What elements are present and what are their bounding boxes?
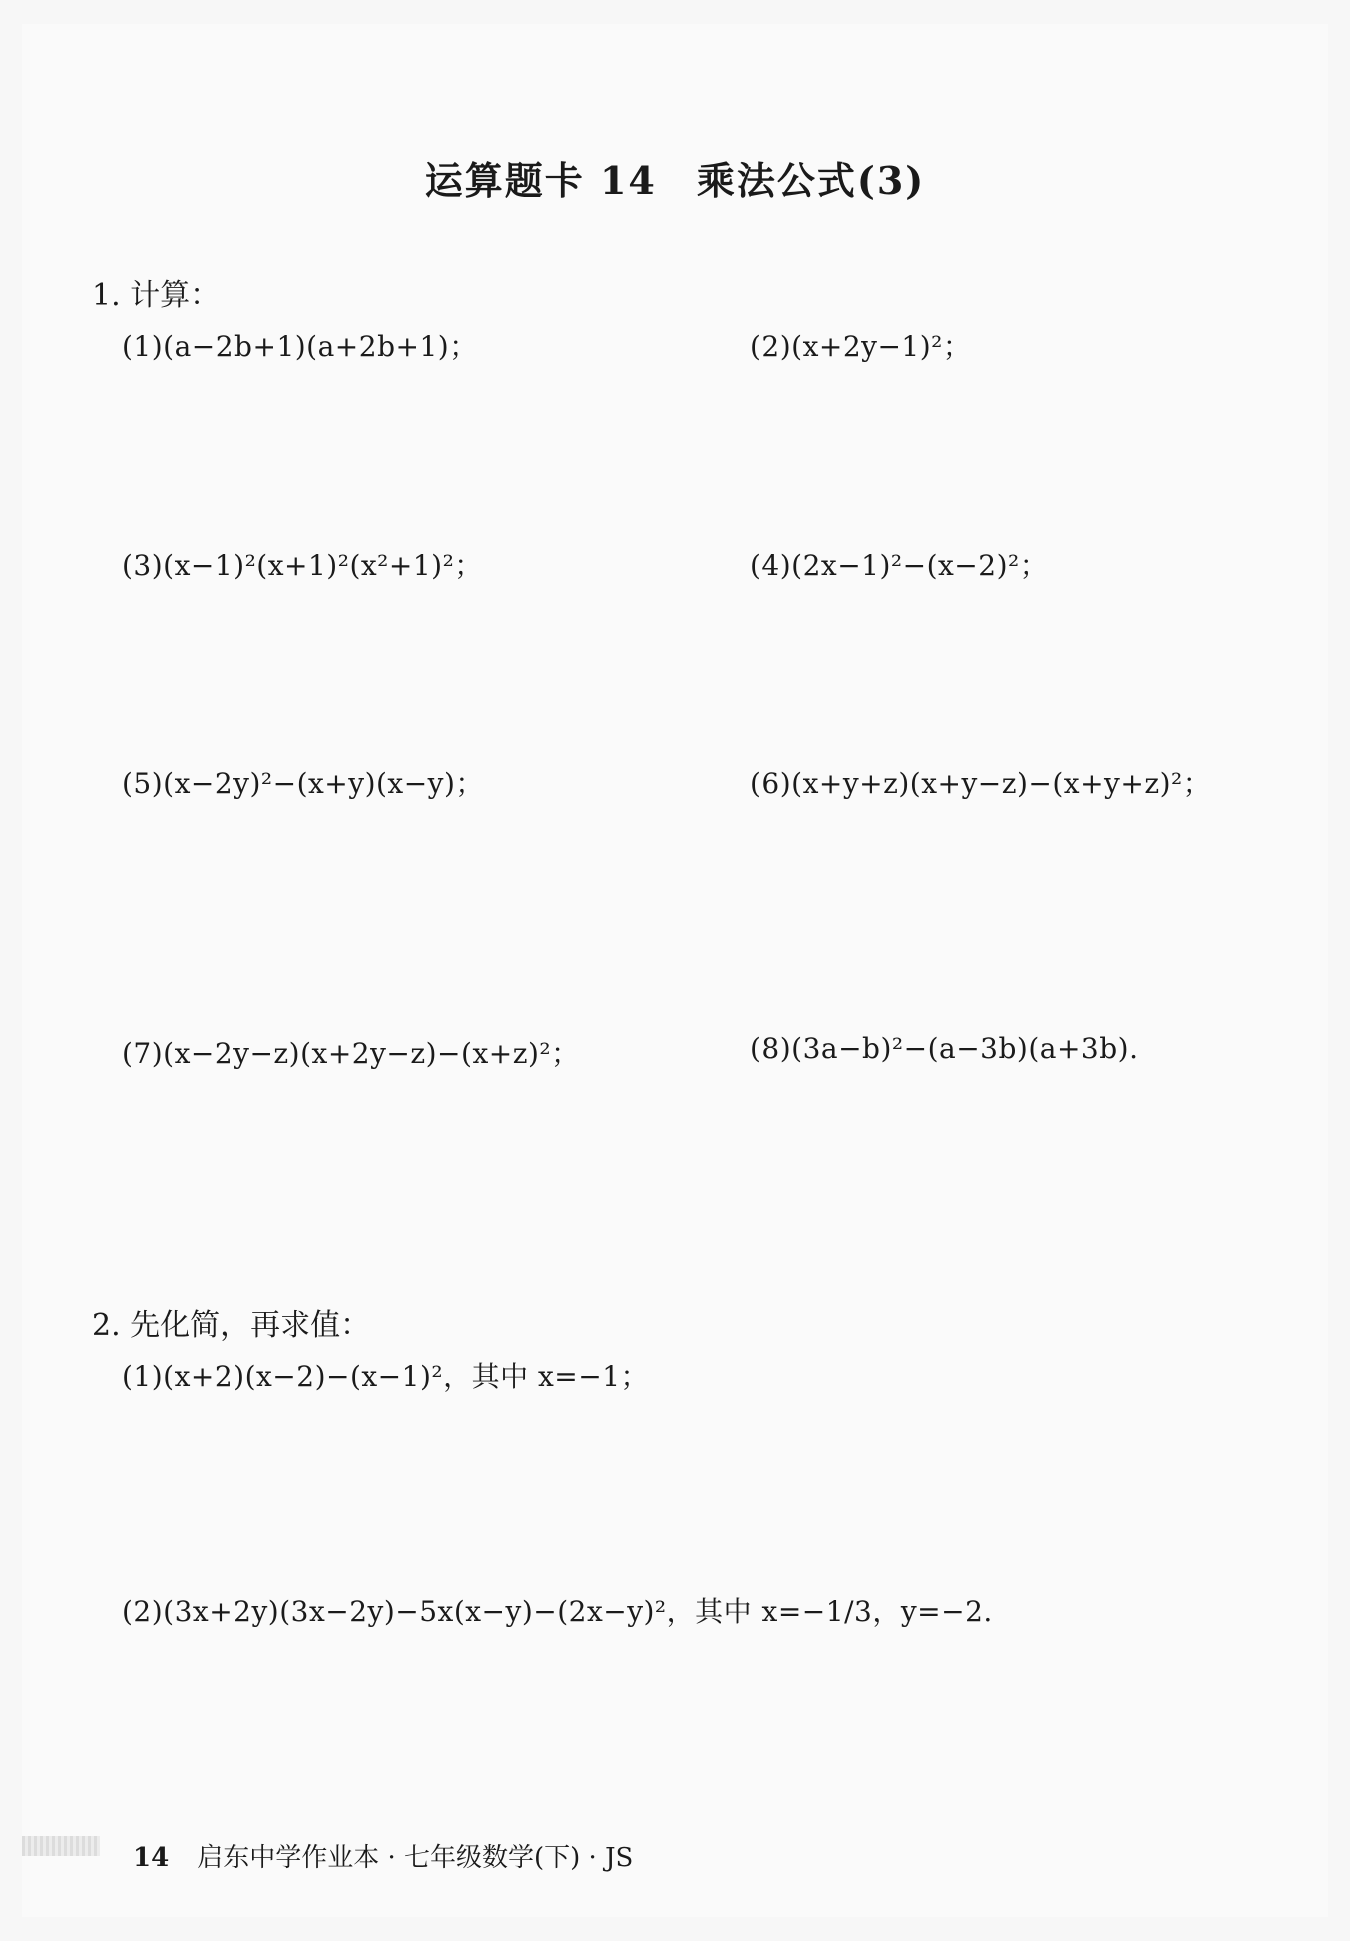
problem-1-1-text: (1)(a−2b+1)(a+2b+1)； bbox=[122, 330, 478, 363]
problem-1-4-text: (4)(2x−1)²−(x−2)²； bbox=[750, 549, 1049, 582]
problem-1-5 bbox=[122, 762, 484, 802]
problem-1-2-text: (2)(x+2y−1)²； bbox=[750, 330, 972, 363]
problem-1-8 bbox=[750, 1032, 1138, 1065]
book-title: 启东中学作业本 · 七年级数学(下) · JS bbox=[197, 1843, 634, 1873]
problem-2-2-text: (2)(3x+2y)(3x−2y)−5x(x−y)−(2x−y)²，其中 x=−1/3，y=−2. bbox=[122, 1595, 993, 1628]
problem-1-7-text: (7)(x−2y−z)(x+2y−z)−(x+z)²； bbox=[122, 1037, 580, 1070]
problem-1-7 bbox=[122, 1032, 580, 1072]
problem-2-2 bbox=[122, 1590, 993, 1630]
problem-1-5-text: (5)(x−2y)²−(x+y)(x−y)； bbox=[122, 767, 484, 800]
problem-1-8-text: (8)(3a−b)²−(a−3b)(a+3b). bbox=[750, 1032, 1139, 1065]
page-title: 运算题卡 14 乘法公式(3) bbox=[424, 158, 926, 203]
problem-1-1 bbox=[122, 325, 478, 365]
problem-1-3 bbox=[122, 544, 483, 584]
section-1-label: 1. 计算： bbox=[92, 278, 221, 313]
footer bbox=[133, 1837, 633, 1874]
footer-decor-bar bbox=[22, 1836, 100, 1856]
problem-2-1 bbox=[122, 1355, 649, 1395]
page-number: 14 bbox=[133, 1843, 170, 1873]
problem-1-2 bbox=[750, 325, 971, 365]
problem-1-3-text: (3)(x−1)²(x+1)²(x²+1)²； bbox=[122, 549, 483, 582]
section-2-label: 2. 先化简，再求值： bbox=[92, 1308, 371, 1343]
problem-2-1-text: (1)(x+2)(x−2)−(x−1)²，其中 x=−1； bbox=[122, 1360, 650, 1393]
problem-1-6-text: (6)(x+y+z)(x+y−z)−(x+y+z)²； bbox=[750, 767, 1212, 800]
problem-1-6 bbox=[750, 762, 1211, 802]
problem-1-4 bbox=[750, 544, 1048, 584]
